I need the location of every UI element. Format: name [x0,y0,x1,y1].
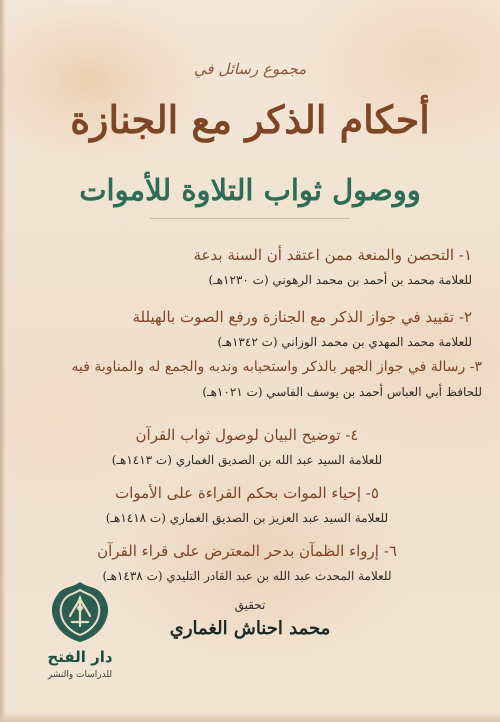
editor-label: تحقيق [234,598,266,612]
treatise-item [16,356,482,402]
treatise-title: ٤- توضيح البيان لوصول ثواب القرآن [135,426,359,444]
treatise-title: ٢- تقييد في جواز الذكر مع الجنازة ورفع الصوت بالهيللة [132,308,472,326]
treatise-item [22,306,472,352]
treatise-author: للحافظ أبي العباس أحمد بن يوسف الفاسي (ت ١٠٢١هـ) [202,385,482,399]
treatise-author: للعلامة المحدث عبد الله بن عبد القادر التليدي (ت ١٤٣٨هـ) [102,569,392,583]
treatise-title: ١- التحصن والمنعة ممن اعتقد أن السنة بدعة [193,246,472,264]
editor-name: محمد احناش الغماري [169,618,331,639]
cover-left-edge [0,0,6,722]
main-title: أحكام الذكر مع الجنازة [70,97,430,142]
treatise-title: ٣- رسالة في جواز الجهر بالذكر واستحبابه وندبه والجمع له والمناوبة فيه [71,359,482,375]
sub-title: ووصول ثواب التلاوة للأموات [79,173,421,207]
treatise-author: للعلامة السيد عبد العزيز بن الصديق الغماري (ت ١٤١٨هـ) [105,511,389,525]
treatise-item [22,424,472,470]
treatise-title: ٥- إحياء الموات بحكم القراءة على الأموات [115,484,379,502]
dar-al-fath-emblem-icon [48,580,112,644]
treatise-author: للعلامة محمد المهدي بن محمد الوزاني (ت ١٣٤٢هـ) [217,335,472,349]
collection-heading: مجموع رسائل في [193,60,307,78]
treatise-author: للعلامة السيد عبد الله بن الصديق الغماري (ت ١٤١٣هـ) [111,453,383,467]
publisher-name: دار الفتح [47,648,113,666]
treatise-item [22,482,472,528]
treatise-title: ٦- إرواء الظمآن بدحر المعترض على قراء القرآن [97,542,397,560]
publisher-tagline: للدراسات والنشر [47,670,113,680]
cover-bottom-edge [0,712,500,722]
treatise-author: للعلامة محمد بن أحمد بن محمد الرهوني (ت ١٢٣٠هـ) [208,273,472,287]
title-divider [150,218,350,219]
treatise-item [22,244,472,290]
